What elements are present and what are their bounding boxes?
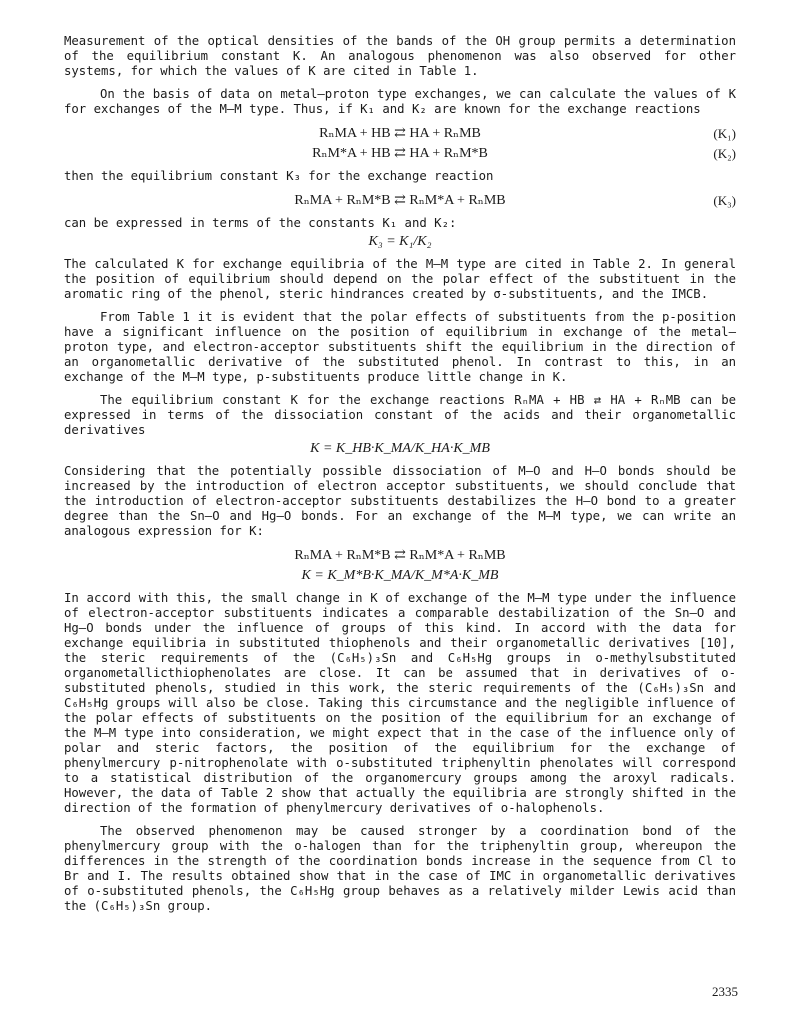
paragraph-1: Measurement of the optical densities of the bands of the OH group permits a determination of the equilibrium constant K. An analogous phenomenon was also observed for other systems, for which the values of K are cited in Table 1. (64, 34, 736, 78)
equation-k3-label: (K₃) (713, 193, 736, 208)
equation-k1-formula: RₙMA + HB ⇄ HA + RₙMB (319, 126, 481, 141)
paragraph-5: The calculated K for exchange equilibria of the M–M type are cited in Table 2. In general the position of equilibrium should depend on the polar effect of the substituent in the aromatic ring of the phenol, steric hindrances created by σ-substituents, and the IMCB. (64, 257, 736, 301)
equation-block-dissociation (64, 440, 736, 458)
equation-mm-exchange (64, 547, 736, 565)
equation-mm-exchange-formula: RₙMA + RₙM*B ⇄ RₙM*A + RₙMB (294, 548, 506, 563)
page-number: 2335 (712, 984, 738, 999)
equation-k2-label: (K₂) (713, 146, 736, 161)
equation-k2-formula: RₙM*A + HB ⇄ HA + RₙM*B (312, 146, 488, 161)
paragraph-8: Considering that the potentially possible dissociation of M–O and H–O bonds should be increased by the introduction of electron acceptor substituents, we should conclude that the introduction of electron-acceptor substituents destabilizes the H–O bond to a greater degree than the Sn–O and Hg–O bonds. For an exchange of the M–M type, we can write an analogous expression for K: (64, 464, 736, 538)
equation-mm-constant (64, 567, 736, 585)
equation-mm-constant-formula: K = K_M*B·K_MA/K_M*A·K_MB (301, 568, 499, 583)
equation-k1-label: (K₁) (713, 126, 736, 141)
equation-dissociation (64, 440, 736, 458)
paragraph-4: can be expressed in terms of the constants K₁ and K₂: (64, 216, 457, 230)
equation-k2 (64, 145, 736, 163)
equation-dissociation-formula: K = K_HB·K_MA/K_HA·K_MB (310, 441, 490, 456)
paragraph-9: In accord with this, the small change in K of exchange of the M–M type under the influence of electron-acceptor substituents indicates a comparable destabilization of the Sn–O and Hg–O bonds under the influence of groups of this kind. In accord with the data for exchange equilibria in substituted thiophenols and their organometallic derivatives [10], the steric requirements of the (C₆H₅)₃Sn and C₆H₅Hg groups in o-methylsubstituted organometallicthiophenolates are close. It can be assumed that in derivatives of o-substituted phenols, studied in this work, the steric requirements of the (C₆H₅)₃Sn and C₆H₅Hg groups will also be close. Taking this circumstance and the negligible influence of the polar effects of substituents on the position of the equilibrium for an exchange of the M–M type into consideration, we might expect that in the case of the influence only of polar and steric factors, the position of the equilibrium for the exchange of phenylmercury p-nitrophenolate with o-substituted triphenyltin phenolates will correspond to a statistical distribution of the organomercury groups among the aroxyl radicals. However, the data of Table 2 show that actually the equilibria are strongly shifted in the direction of the formation of phenylmercury derivatives of o-halophenols. (64, 591, 736, 815)
equation-k3-ratio (64, 233, 736, 251)
paragraph-6: From Table 1 it is evident that the polar effects of substituents from the p-position have a significant influence on the position of equilibrium in exchange of the metal–proton type, and electron-acceptor substituents shift the equilibrium in the direction of an organometallic derivative of the substituted phenol. In contrast to this, in an exchange of the M–M type, p-substituents produce little change in K. (64, 310, 736, 384)
equation-block-k3-ratio (64, 233, 736, 251)
paragraph-10: The observed phenomenon may be caused stronger by a coordination bond of the phenylmercury group with the o-halogen than for the triphenyltin group, whereupon the differences in the strength of the coordination bonds increase in the sequence from Cl to Br and I. The results obtained show that in the case of IMC in organometallic derivatives of o-substituted phenols, the C₆H₅Hg group behaves as a relatively milder Lewis acid than the (C₆H₅)₃Sn group. (64, 824, 736, 913)
equation-k3-formula: RₙMA + RₙM*B ⇄ RₙM*A + RₙMB (294, 193, 506, 208)
document-page (64, 34, 736, 922)
paragraph-3: then the equilibrium constant K₃ for the exchange reaction (64, 169, 494, 183)
paragraph-2: On the basis of data on metal–proton type exchanges, we can calculate the values of K for exchanges of the M–M type. Thus, if K₁ and K₂ are known for the exchange reactions (64, 87, 736, 116)
equation-block-exchange-reactions (64, 125, 736, 163)
equation-block-k3 (64, 192, 736, 210)
paragraph-7: The equilibrium constant K for the exchange reactions RₙMA + HB ⇄ HA + RₙMB can be expressed in terms of the dissociation constant of the acids and their organometallic derivatives (64, 393, 736, 437)
equation-k3 (64, 192, 736, 210)
equation-k1 (64, 125, 736, 143)
equation-k3-ratio-formula: K₃ = K₁/K₂ (368, 234, 432, 249)
equation-block-mm-exchange (64, 547, 736, 585)
